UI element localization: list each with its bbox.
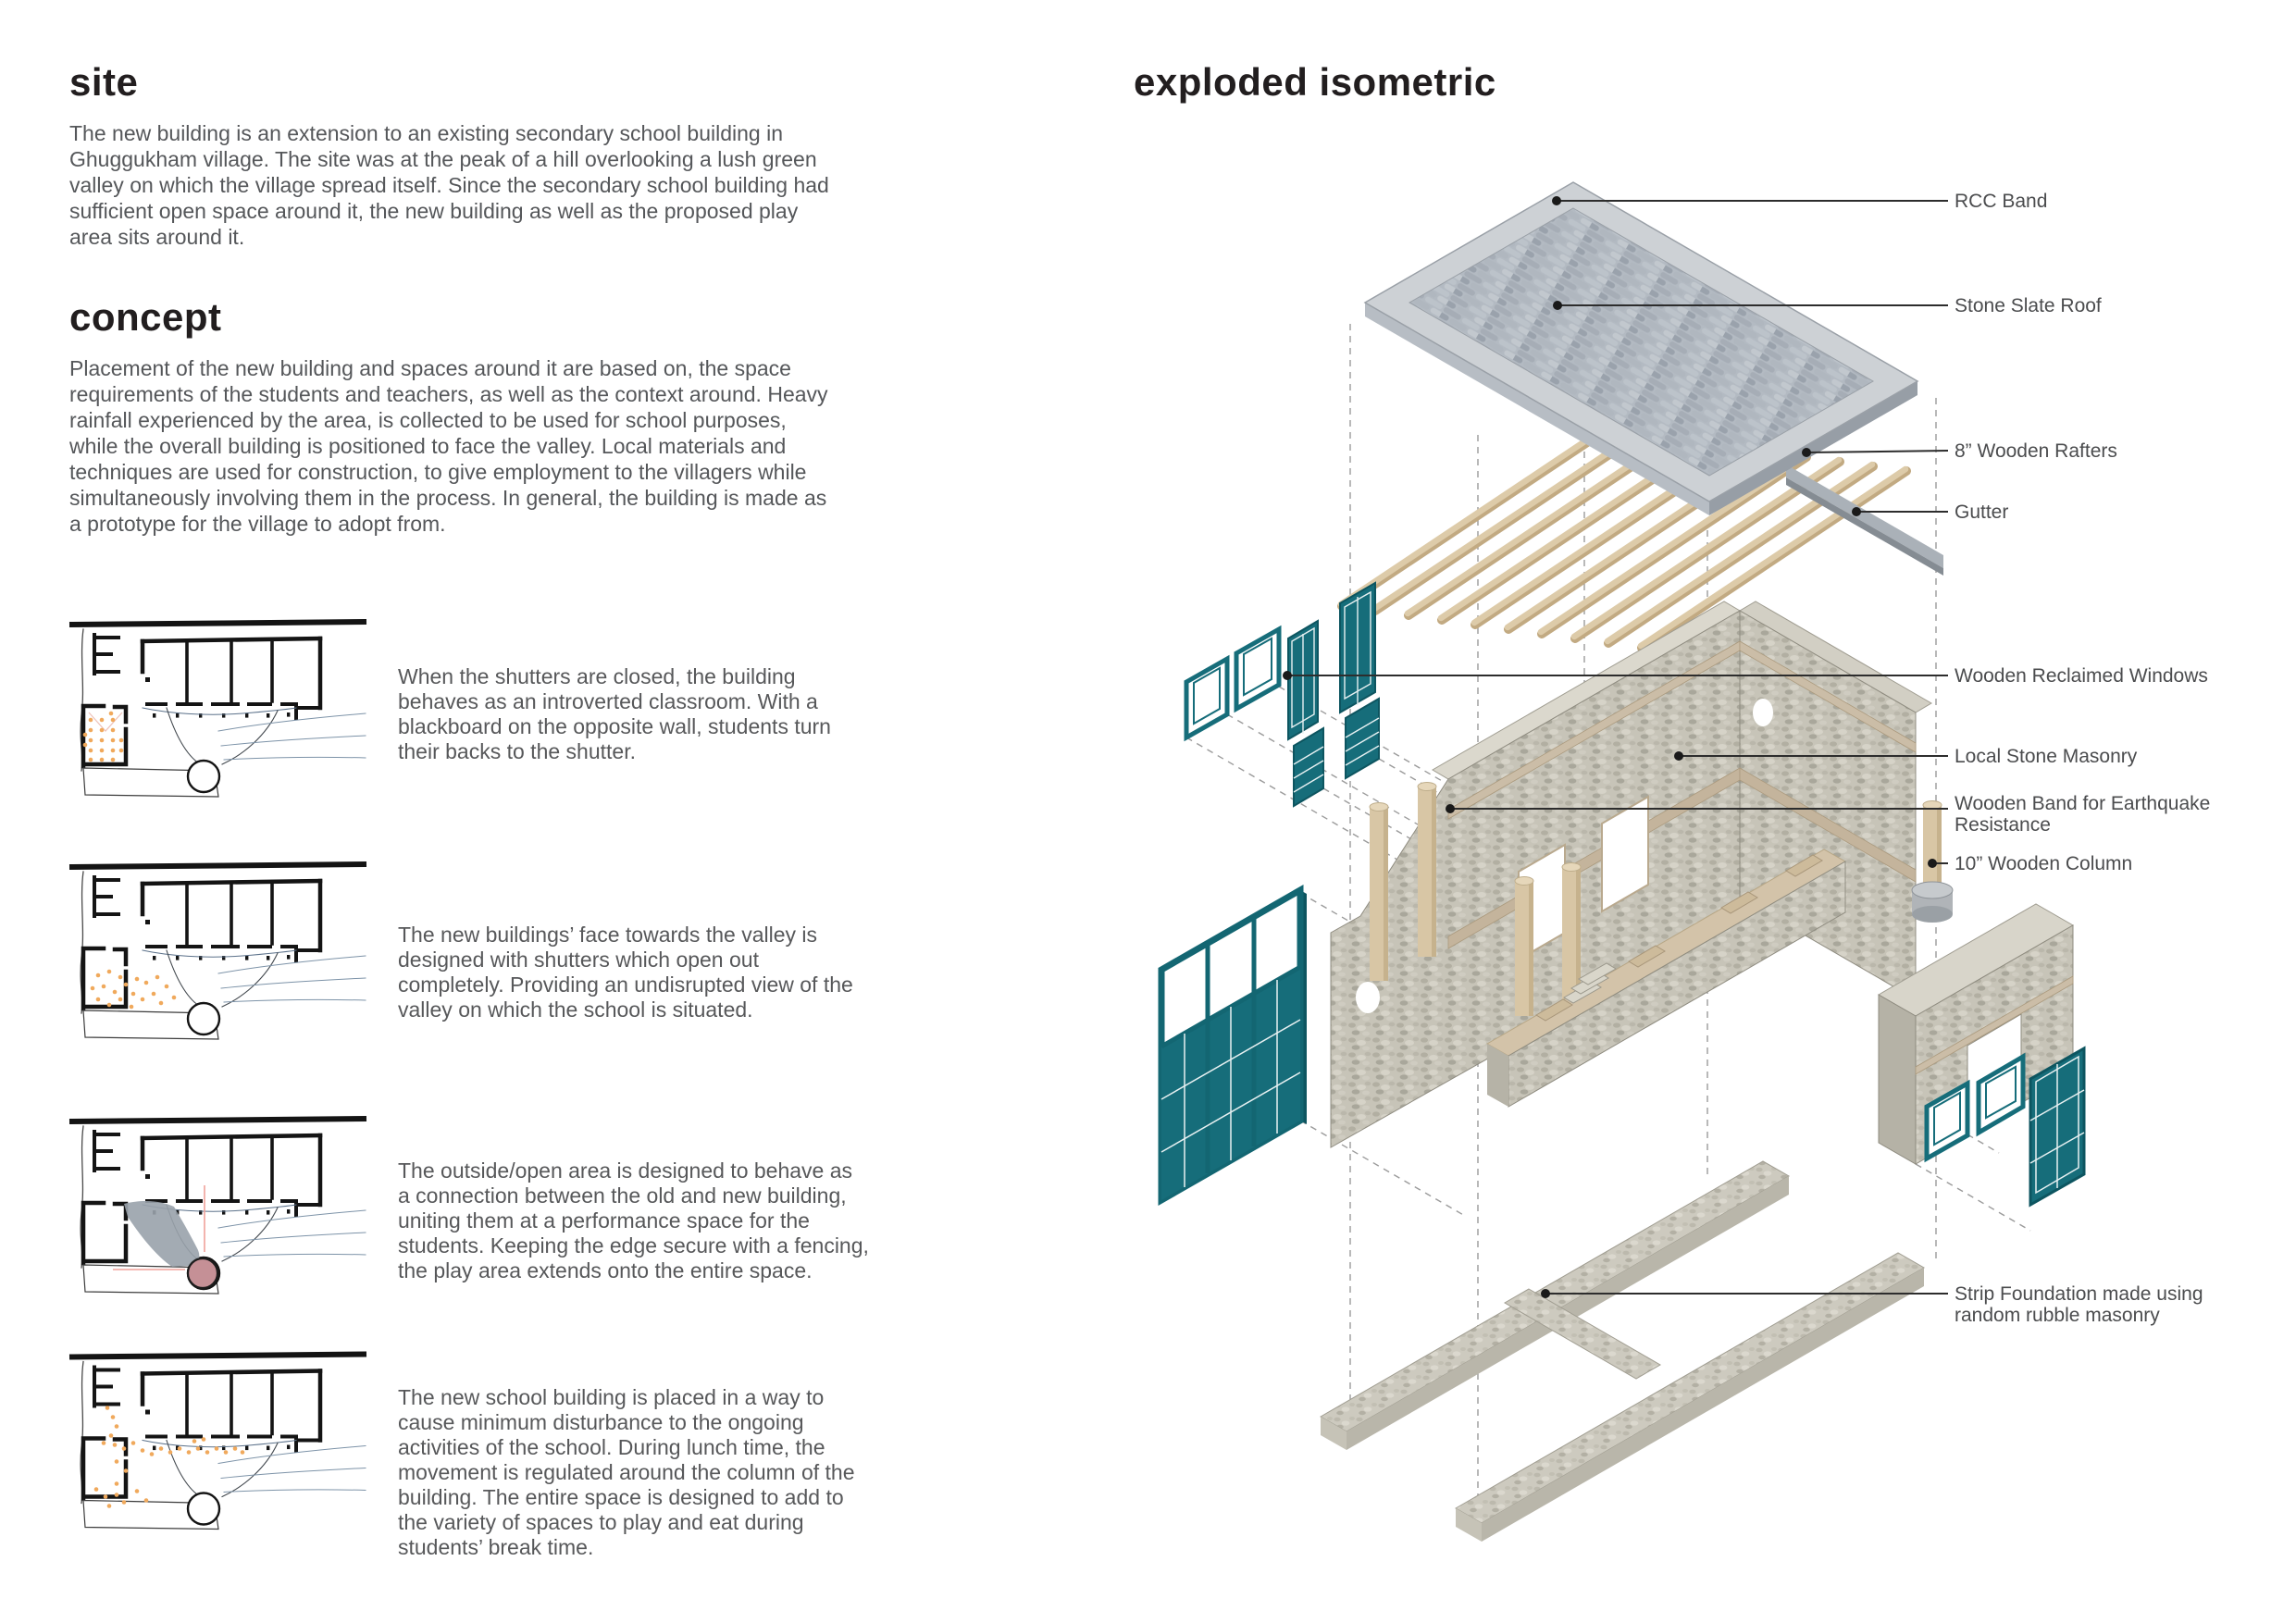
wooden-columns <box>1370 783 1581 1017</box>
reclaimed-windows-doors-left <box>1186 583 1379 806</box>
plan-sketch-performance-space <box>57 1115 367 1337</box>
steps <box>1564 963 1616 1003</box>
label-wooden-band-earthquake: Wooden Band for Earthquake Resistance <box>1955 793 2211 836</box>
figure-caption: When the shutters are closed, the building behaves as an introverted classroom. With a blackboard on the opposite wall, students turn their backs to the shutter. <box>398 664 831 763</box>
label-wooden-reclaimed-windows: Wooden Reclaimed Windows <box>1955 665 2208 687</box>
reclaimed-windows-door-right <box>1927 1048 2084 1205</box>
leader-lines <box>1283 196 1948 1298</box>
reclaimed-door <box>1340 583 1379 778</box>
gutter <box>1786 465 1943 576</box>
concept-paragraph: Placement of the new building and spaces around it are based on, the space requirements of the students and teachers, as well as the context around. Heavy rainfall experienced by the area, is collected to be used for school purposes, while the overall building is positioned to face the valley. Local materials and techniques are used for construction, to give employment to the villagers while simultaneously involving them in the process. In general, the building is made as a prototype for the village to adopt from. <box>69 356 828 536</box>
plan-sketch-movement <box>57 1344 367 1580</box>
label-stone-slate-roof: Stone Slate Roof <box>1955 295 2102 316</box>
wooden-band-blocks <box>1536 855 1822 1021</box>
figure-caption: The outside/open area is designed to behave as a connection between the old and new building, uniting them at a performance space for the students. Keeping the edge secure with a fencing, the play area extends onto the entire space. <box>398 1158 869 1282</box>
figure-caption: The new school building is placed in a way to cause minimum disturbance to the ongoing activities of the school. During lunch time, the movement is regulated around the column of the building. The entire space is designed to add to the variety of spaces to play and eat during students’ break time. <box>398 1385 855 1559</box>
label-gutter: Gutter <box>1955 502 2009 523</box>
wooden-column-with-base <box>1912 801 1953 923</box>
figure-caption: The new buildings’ face towards the valley is designed with shutters which open out completely. Providing an undisrupted view of the valley on which the school is situated. <box>398 923 853 1022</box>
exploded-isometric-heading: exploded isometric <box>1134 60 1496 104</box>
stone-wall-doorway <box>1879 904 2073 1164</box>
plinth-wall <box>1487 849 1845 1107</box>
stone-slate-roof <box>1365 182 1917 515</box>
projection-lines <box>1186 199 2030 1504</box>
folding-shutter-panel <box>1161 890 1307 1200</box>
reclaimed-door <box>1288 621 1323 806</box>
plan-sketch-shutters-open <box>57 861 367 1083</box>
label-local-stone-masonry: Local Stone Masonry <box>1955 746 2138 767</box>
plan-sketch-shutters-closed <box>57 618 367 840</box>
earthquake-wooden-band <box>1448 641 1916 948</box>
site-paragraph: The new building is an extension to an existing secondary school building in Ghuggukham village. The site was at the peak of a hill overlooking a lush green valley on which the village spread itself. Since the secondary school building had sufficient open space around it, the new building as well as the proposed play area sits around it. <box>69 121 829 249</box>
stone-masonry-walls <box>1331 601 1931 1147</box>
label-wooden-column: 10” Wooden Column <box>1955 853 2133 874</box>
wooden-rafters <box>1341 427 1906 648</box>
label-rcc-band: RCC Band <box>1955 191 2048 212</box>
label-wooden-rafters: 8” Wooden Rafters <box>1955 440 2117 462</box>
site-heading: site <box>69 60 139 104</box>
strip-foundation <box>1321 1161 1924 1542</box>
concept-heading: concept <box>69 295 222 339</box>
orange-dots <box>83 712 124 762</box>
label-strip-foundation: Strip Foundation made using random rubble masonry <box>1955 1283 2203 1326</box>
orange-dots <box>91 970 177 1010</box>
reclaimed-door <box>2030 1048 2084 1205</box>
orange-dots <box>94 1406 245 1508</box>
